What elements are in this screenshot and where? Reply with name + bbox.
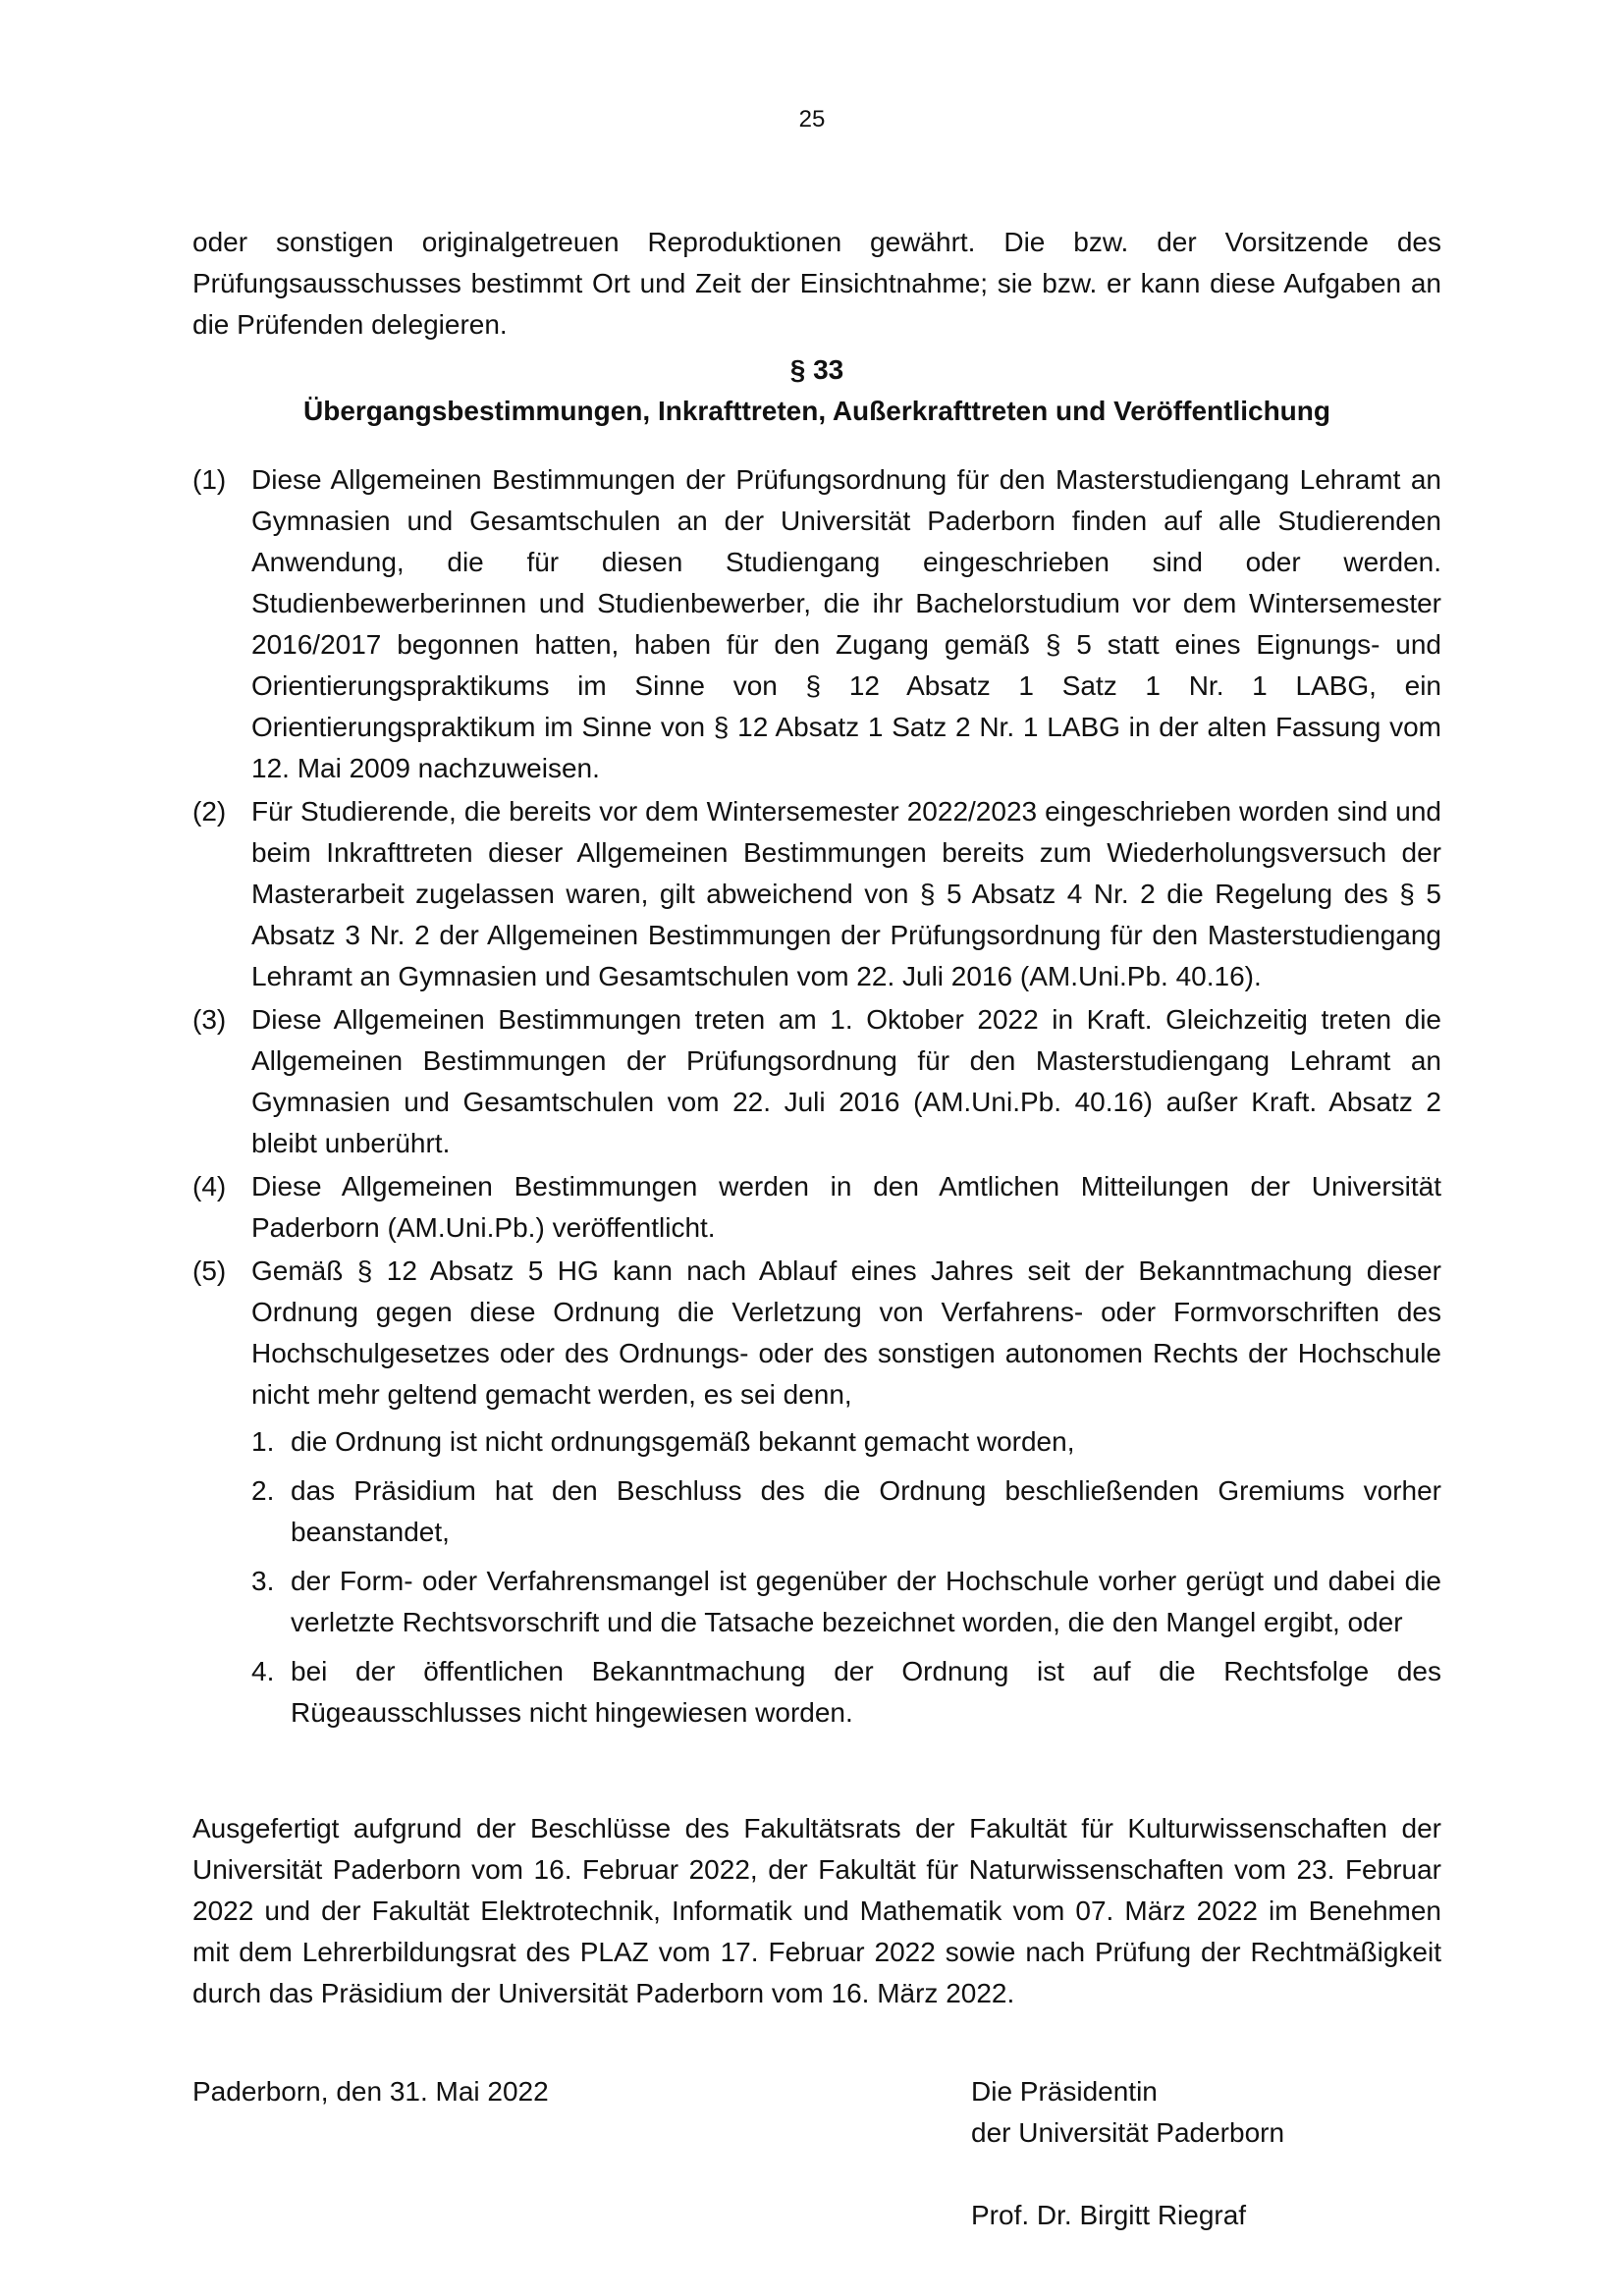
intro-paragraph: oder sonstigen originalgetreuen Reproduktionen gewährt. Die bzw. der Vorsitzende des Prüfungsausschusses bestimmt Ort und Zeit der Einsichtnahme; sie bzw. er kann diese Aufgaben an die Prüfenden delegieren. [192, 227, 1441, 340]
signatory-role-line2: der Universität Paderborn [971, 2117, 1285, 2148]
page-number: 25 [798, 106, 826, 133]
sub-list-item-text: der Form- oder Verfahrensmangel ist gegenüber der Hochschule vorher gerügt und dabei die verletzte Rechtsvorschrift und die Tatsache bezeichnet worden, die den Mangel ergibt, oder [291, 1566, 1441, 1637]
signatory-role-line1: Die Präsidentin [971, 2076, 1158, 2107]
sub-list-item-number: 3. [251, 1566, 275, 1596]
sub-list-item [251, 1470, 1441, 1553]
sub-list-item-text: das Präsidium hat den Beschluss des die Ordnung beschließenden Gremiums vorher beanstandet, [291, 1475, 1441, 1547]
sub-list-item [251, 1421, 1441, 1463]
closing-paragraph: Ausgefertigt aufgrund der Beschlüsse des Fakultätsrats der Fakultät für Kulturwissenschaften der Universität Paderborn vom 16. Februar 2022, der Fakultät für Naturwissenschaften vom 23. Februar 2022 und der Fakultät Elektrotechnik, Informatik und Mathematik vom 07. März 2022 im Benehmen mit dem Lehrerbildungsrat des PLAZ vom 17. Februar 2022 sowie nach Prüfung der Rechtmäßigkeit durch das Präsidium der Universität Paderborn vom 16. März 2022. [192, 1813, 1441, 2008]
sub-list-item-number: 2. [251, 1475, 275, 1506]
sub-list [251, 1421, 1441, 1734]
section-item [192, 1166, 1441, 1249]
sub-list-item [251, 1651, 1441, 1734]
section-item [192, 459, 1441, 789]
section-heading [192, 349, 1441, 432]
sub-list-item-number: 1. [251, 1426, 275, 1457]
section-item-text: Diese Allgemeinen Bestimmungen treten am 1. Oktober 2022 in Kraft. Gleichzeitig treten die Allgemeinen Bestimmungen der Prüfungsordnung für den Masterstudiengang Lehramt an Gymnasien und Gesamtschulen vom 22. Juli 2016 (AM.Uni.Pb. 40.16) außer Kraft. Absatz 2 bleibt unberührt. [251, 1004, 1441, 1158]
section-number: § 33 [789, 354, 844, 385]
section-title: Übergangsbestimmungen, Inkrafttreten, Außerkrafttreten und Veröffentlichung [303, 396, 1330, 426]
section-item-number: (4) [192, 1171, 227, 1201]
signatory-name: Prof. Dr. Birgitt Riegraf [971, 2200, 1247, 2230]
sub-list-item-text: bei der öffentlichen Bekanntmachung der Ordnung ist auf die Rechtsfolge des Rügeausschlusses nicht hingewiesen worden. [291, 1656, 1441, 1728]
signatory [971, 2071, 1284, 2236]
place-date: Paderborn, den 31. Mai 2022 [192, 2076, 549, 2107]
section-item-number: (3) [192, 1004, 227, 1035]
section-item-text: Gemäß § 12 Absatz 5 HG kann nach Ablauf eines Jahres seit der Bekanntmachung dieser Ordnung gegen diese Ordnung die Verletzung von Verfahrens- oder Formvorschriften des Hochschulgesetzes oder des Ordnungs- oder des sonstigen autonomen Rechts der Hochschule nicht mehr geltend gemacht werden, es sei denn, [251, 1255, 1441, 1410]
section-item [192, 1251, 1441, 1741]
section-item-number: (5) [192, 1255, 227, 1286]
section-item-body [251, 1251, 1441, 1741]
section-item-number: (1) [192, 464, 227, 495]
section-item-number: (2) [192, 796, 227, 827]
signature-block [192, 2071, 1441, 2268]
section-item [192, 999, 1441, 1164]
section-item-text: Für Studierende, die bereits vor dem Wintersemester 2022/2023 eingeschrieben worden sind und beim Inkrafttreten dieser Allgemeinen Bestimmungen bereits zum Wiederholungsversuch der Masterarbeit zugelassen waren, gilt abweichend von § 5 Absatz 4 Nr. 2 die Regelung des § 5 Absatz 3 Nr. 2 der Allgemeinen Bestimmungen der Prüfungsordnung für den Masterstudiengang Lehramt an Gymnasien und Gesamtschulen vom 22. Juli 2016 (AM.Uni.Pb. 40.16). [251, 796, 1441, 991]
sub-list-item-number: 4. [251, 1656, 275, 1686]
sub-list-item-text: die Ordnung ist nicht ordnungsgemäß bekannt gemacht worden, [291, 1426, 1075, 1457]
section-item-text: Diese Allgemeinen Bestimmungen werden in den Amtlichen Mitteilungen der Universität Paderborn (AM.Uni.Pb.) veröffentlicht. [251, 1171, 1441, 1243]
section-list [192, 459, 1441, 1741]
sub-list-item [251, 1561, 1441, 1643]
section-item [192, 791, 1441, 997]
page-content [192, 222, 1441, 2268]
section-item-text: Diese Allgemeinen Bestimmungen der Prüfungsordnung für den Masterstudiengang Lehramt an Gymnasien und Gesamtschulen an der Universität Paderborn finden auf alle Studierenden Anwendung, die für diesen Studiengang eingeschrieben sind oder werden. Studienbewerberinnen und Studienbewerber, die ihr Bachelorstudium vor dem Wintersemester 2016/2017 begonnen hatten, haben für den Zugang gemäß § 5 statt eines Eignungs- und Orientierungspraktikums im Sinne von § 12 Absatz 1 Satz 1 Nr. 1 LABG, ein Orientierungspraktikum im Sinne von § 12 Absatz 1 Satz 2 Nr. 1 LABG in der alten Fassung vom 12. Mai 2009 nachzuweisen. [251, 464, 1441, 783]
